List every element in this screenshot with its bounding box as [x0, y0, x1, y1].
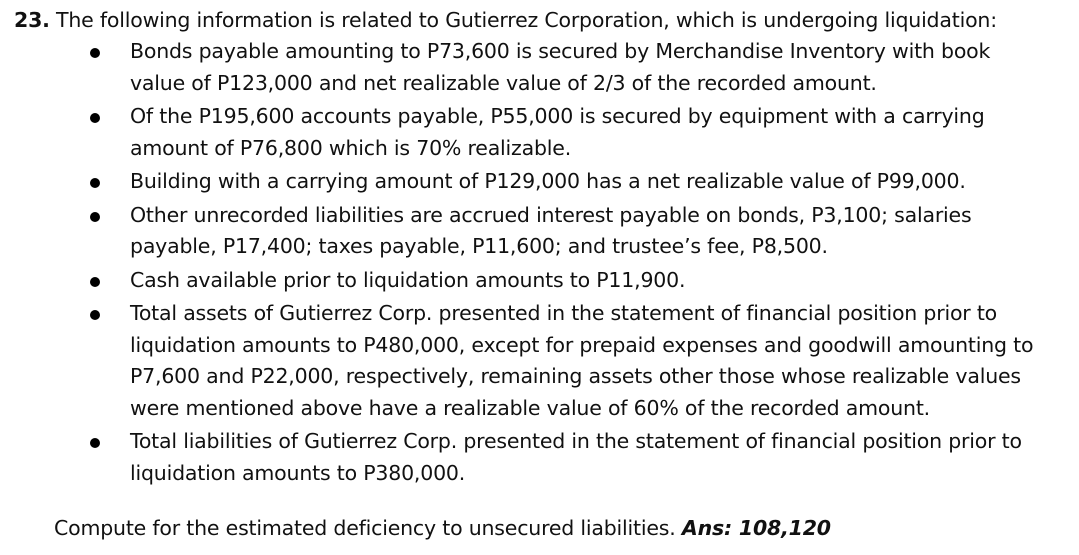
list-item-text: Other unrecorded liabilities are accrued interest payable on bonds, P3,100; salaries payable, P17,400; taxes payable, P11,600; and trustee’s fee, P8,500.	[130, 202, 972, 258]
bullet-icon	[90, 48, 100, 58]
bullet-icon	[90, 438, 100, 448]
answer-text: Ans: 108,120	[681, 516, 831, 540]
list-item	[0, 101, 1050, 164]
list-item-text: Total liabilities of Gutierrez Corp. presented in the statement of financial position prior to liquidation amounts to P380,000.	[130, 429, 1022, 485]
question-header	[14, 5, 997, 36]
question-number: 23.	[14, 8, 50, 32]
list-item	[0, 298, 1050, 424]
list-item	[0, 265, 1050, 297]
prompt-text: Compute for the estimated deficiency to unsecured liabilities.	[54, 516, 682, 540]
list-item-text: Of the P195,600 accounts payable, P55,000 is secured by equipment with a carrying amount of P76,800 which is 70% realizable.	[130, 104, 985, 160]
compute-prompt	[54, 513, 831, 544]
bullet-icon	[90, 113, 100, 123]
information-list	[0, 36, 1079, 491]
question-intro: The following information is related to Gutierrez Corporation, which is undergoing liquidation:	[49, 8, 997, 32]
bullet-icon	[90, 212, 100, 222]
list-item-text: Bonds payable amounting to P73,600 is secured by Merchandise Inventory with book value of P123,000 and net realizable value of 2/3 of the recorded amount.	[130, 39, 991, 95]
list-item	[0, 166, 1050, 198]
list-item-text: Total assets of Gutierrez Corp. presented in the statement of financial position prior to liquidation amounts to P480,000, except for prepaid expenses and goodwill amounting to P7,600 and P22,000, respectively, remaining assets other those whose realizable values were mentioned above have a realizable value of 60% of the recorded amount.	[130, 301, 1034, 420]
list-item	[0, 426, 1050, 489]
bullet-icon	[90, 310, 100, 320]
list-item-text: Building with a carrying amount of P129,000 has a net realizable value of P99,000.	[130, 169, 966, 193]
list-item-text: Cash available prior to liquidation amounts to P11,900.	[130, 267, 686, 292]
list-item	[0, 200, 1050, 263]
bullet-icon	[90, 178, 100, 188]
bullet-icon	[90, 277, 100, 287]
list-item	[0, 36, 1050, 99]
